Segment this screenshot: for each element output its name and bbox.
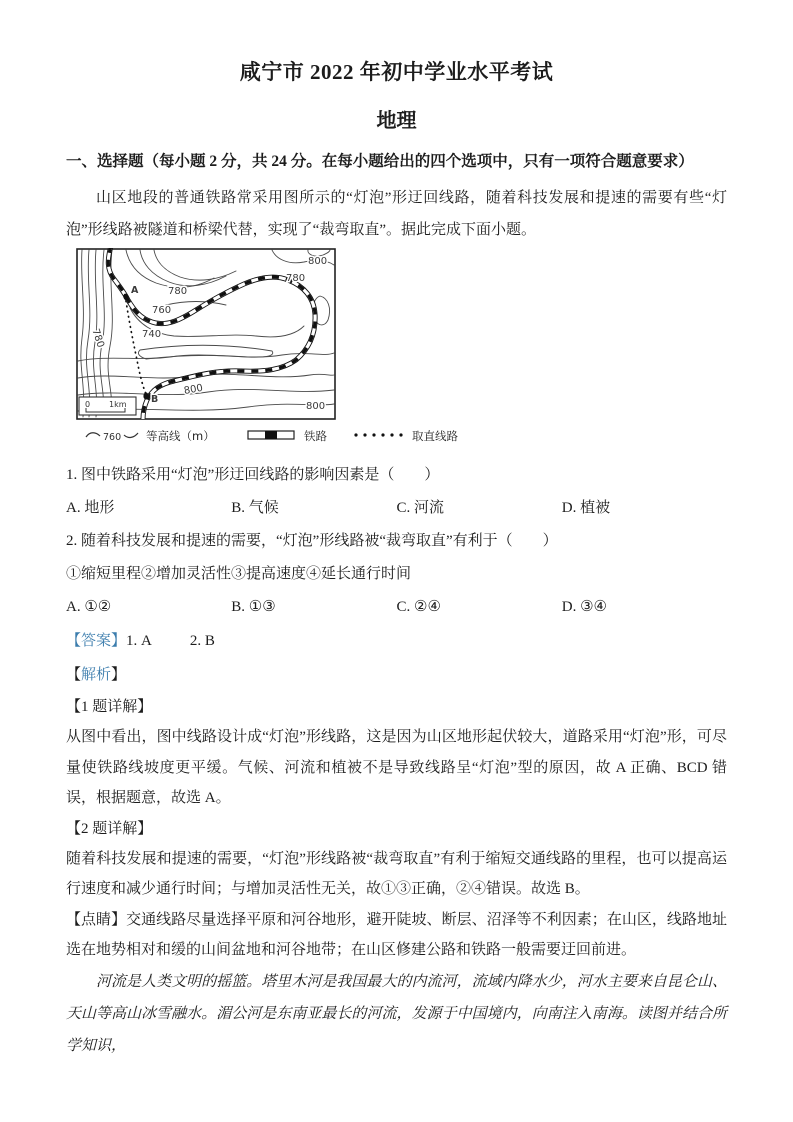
elev-label-800-bottom: 800 [183, 382, 204, 397]
elev-label-800-top: 800 [308, 256, 328, 267]
straight-route-legend-symbol [354, 433, 402, 436]
question-1-options [66, 492, 727, 525]
answer-2: 2. B [189, 633, 215, 649]
elev-label-780-left: 780 [89, 327, 106, 350]
analysis-line [66, 658, 727, 692]
contour-legend-symbol [86, 433, 100, 437]
q2-option-d: D. ③④ [561, 599, 607, 615]
scale-km-label: 1km [109, 400, 127, 409]
elev-label-780-mid: 780 [168, 286, 188, 297]
elev-label-760: 760 [152, 305, 172, 316]
question-1: 1. 图中铁路采用“灯泡”形迂回线路的影响因素是（ ） [66, 467, 440, 483]
map-legend [86, 429, 458, 443]
q1-option-c: C. 河流 [396, 500, 445, 516]
q2-option-a: A. ①② [66, 599, 112, 615]
answer-line [66, 624, 727, 658]
detail-2-text: 随着科技发展和提速的需要，“灯泡”形线路被“裁弯取直”有利于缩短交通线路的里程，也可以提高运行速度和减少通行时间；与增加灵活性无关，故①③正确，②④错误。故选 B。 [66, 850, 727, 897]
answer-label: 【答案】 [66, 633, 127, 649]
q2-option-c: C. ②④ [396, 599, 441, 615]
point-b-label: B [151, 394, 159, 405]
analysis-bracket-left: 【 [66, 667, 82, 683]
tip-label: 【点睛】 [66, 911, 127, 928]
section-heading: 一、选择题（每小题 2 分，共 24 分。在每小题给出的四个选项中，只有一项符合题意要求） [66, 153, 694, 170]
q1-option-b: B. 气候 [231, 500, 279, 516]
contour-legend-symbol-tail [124, 433, 138, 437]
elev-label-780-loop: 780 [286, 273, 306, 284]
detail-1-label: 【1 题详解】 [66, 699, 153, 715]
detail-1-text: 从图中看出，图中线路设计成“灯泡”形线路，这是因为山区地形起伏较大，道路采用“灯泡”形，可尽量使铁路线坡度更平缓。气候、河流和植被不是导致线路呈“灯泡”型的原因，故 A 正确、BCD 错误，根据题意，故选 A。 [66, 729, 727, 806]
contour-map-svg [76, 248, 488, 452]
answer-1: 1. A [126, 633, 152, 649]
page-title: 咸宁市 2022 年初中学业水平考试 [239, 60, 554, 84]
q1-option-d: D. 植被 [561, 500, 611, 516]
elev-label-800-bottom-right: 800 [306, 401, 326, 412]
q1-option-a: A. 地形 [66, 500, 115, 516]
intro-paragraph: 山区地段的普通铁路常采用图所示的“灯泡”形迂回线路，随着科技发展和提速的需要有些“灯泡”形线路被隧道和桥梁代替，实现了“裁弯取直”。据此完成下面小题。 [66, 190, 727, 238]
question-2-options [66, 591, 727, 624]
analysis-label: 解析 [81, 667, 112, 683]
q2-option-b: B. ①③ [231, 599, 276, 615]
contour-map-figure [76, 248, 727, 457]
point-b-marker [143, 392, 148, 399]
scale-bar [79, 397, 136, 415]
question-2-items: ①缩短里程②增加灵活性③提高速度④延长通行时间 [66, 566, 412, 582]
detail-2-label: 【2 题详解】 [66, 820, 153, 837]
next-passage: 河流是人类文明的摇篮。塔里木河是我国最大的内流河，流域内降水少，河水主要来自昆仑山、天山等高山冰雪融水。湄公河是东南亚最长的河流，发源于中国境内，向南注入南海。读图并结合所学知识， [66, 973, 727, 1054]
contour-legend-label: 等高线（m） [146, 429, 215, 443]
scale-zero-label: 0 [85, 400, 91, 409]
question-2: 2. 随着科技发展和提速的需要，“灯泡”形线路被“裁弯取直”有利于（ ） [66, 533, 558, 549]
elev-label-740: 740 [142, 329, 162, 340]
subject-title: 地理 [376, 110, 417, 132]
railway-legend-label: 铁路 [304, 429, 327, 443]
tip-text: 交通线路尽量选择平原和河谷地形，避开陡坡、断层、沼泽等不利因素；在山区，线路地址选在地势相对和缓的山间盆地和河谷地带；在山区修建公路和铁路一般需要迂回前进。 [66, 911, 727, 958]
tip-paragraph [66, 905, 727, 966]
straight-route-legend-label: 取直线路 [412, 429, 458, 443]
railway-legend-symbol-block [265, 431, 277, 439]
analysis-bracket-right: 】 [111, 667, 127, 683]
point-a-label: A [131, 285, 139, 296]
contour-legend-value: 760 [103, 432, 122, 443]
